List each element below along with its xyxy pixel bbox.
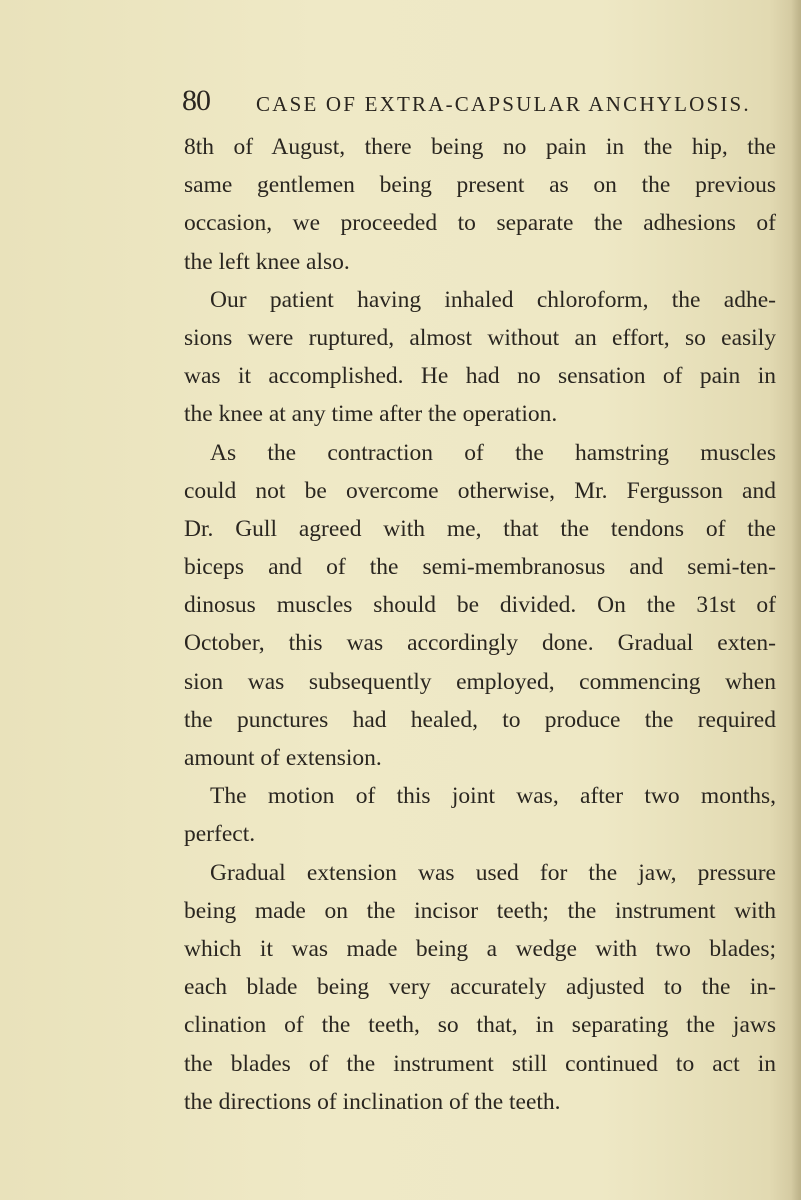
text-line: biceps and of the semi-membranosus and semi-ten- (184, 554, 776, 581)
text-line: 8th of August, there being no pain in the hip, the (184, 134, 776, 160)
text-line: occasion, we proceeded to separate the adhesions of (184, 210, 776, 237)
text-line: clination of the teeth, so that, in separating the jaws (184, 1012, 776, 1039)
text-line: sion was subsequently employed, commencing when (184, 668, 776, 695)
text-line: The motion of this joint was, after two months, (210, 783, 776, 810)
text-line: October, this was accordingly done. Gradual exten- (184, 630, 776, 657)
text-line: Our patient having inhaled chloroform, the adhe- (210, 286, 776, 313)
page-edge-shadow (791, 0, 801, 1200)
text-line: which it was made being a wedge with two blades; (184, 935, 776, 962)
running-head (182, 84, 751, 124)
text-line: perfect. (184, 821, 256, 848)
text-line: Dr. Gull agreed with me, that the tendons of the (184, 515, 776, 542)
text-line: the blades of the instrument still continued to act in (184, 1050, 776, 1077)
body-text (184, 128, 776, 1121)
text-line: As the contraction of the hamstring muscles (210, 439, 776, 466)
text-line: the knee at any time after the operation. (184, 401, 558, 428)
text-line: each blade being very accurately adjusted to the in- (184, 974, 776, 1001)
text-line: sions were ruptured, almost without an effort, so easily (184, 324, 776, 351)
text-line: was it accomplished. He had no sensation of pain in (184, 363, 776, 390)
text-line: Gradual extension was used for the jaw, pressure (210, 859, 776, 886)
text-line: dinosus muscles should be divided. On the 31st of (184, 592, 776, 619)
text-line: could not be overcome otherwise, Mr. Fergusson and (184, 477, 776, 504)
text-line: amount of extension. (184, 745, 382, 771)
running-title: CASE OF EXTRA-CAPSULAR ANCHYLOSIS. (256, 92, 751, 116)
text-line: the left knee also. (184, 248, 350, 275)
text-line: being made on the incisor teeth; the instrument with (184, 897, 776, 924)
text-line: same gentlemen being present as on the previous (184, 172, 776, 199)
text-line: the directions of inclination of the teeth. (184, 1088, 561, 1115)
text-line: the punctures had healed, to produce the required (184, 706, 776, 733)
page-number: 80 (182, 84, 210, 117)
